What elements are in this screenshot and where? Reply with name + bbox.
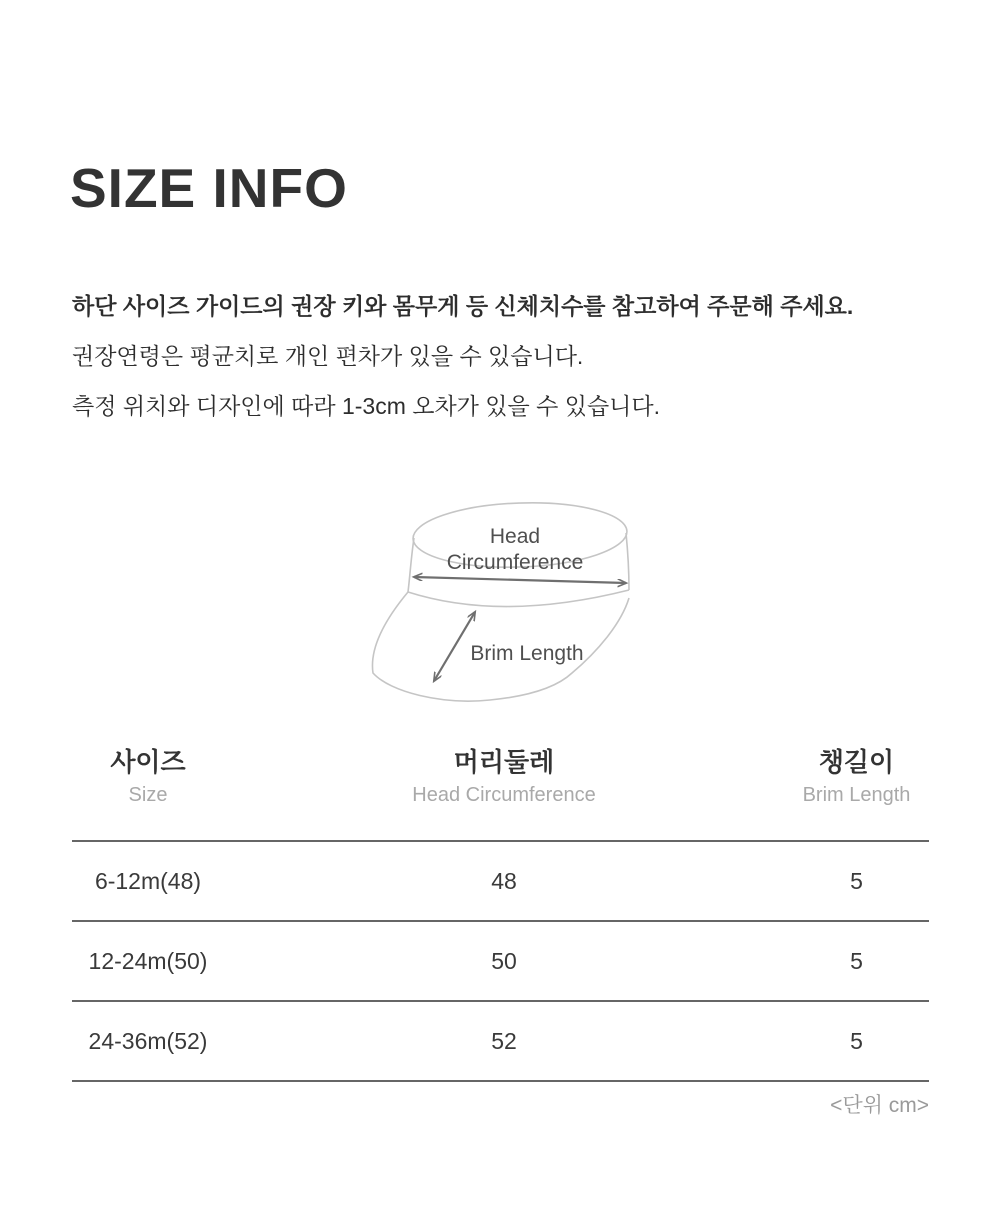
table-row (72, 921, 929, 1001)
cell-brim-length: 5 (784, 1001, 929, 1081)
description-line-3: 측정 위치와 디자인에 따라 1-3cm 오차가 있을 수 있습니다. (72, 393, 660, 419)
column-header-size-ko: 사이즈 (110, 747, 186, 777)
hat-band-left-edge (408, 538, 414, 592)
brim-length-arrow (434, 612, 475, 681)
head-circumference-arrow (414, 577, 626, 583)
table-row (72, 841, 929, 921)
cell-size: 12-24m(50) (72, 921, 224, 1001)
hat-band-bottom-arc (408, 590, 629, 607)
cell-head-circumference: 48 (224, 841, 784, 921)
description-line-1: 하단 사이즈 가이드의 권장 키와 몸무게 등 신체치수를 참고하여 주문해 주세요. (72, 293, 854, 319)
column-header-brim-length-en: Brim Length (802, 784, 911, 806)
description-line-2: 권장연령은 평균치로 개인 편차가 있을 수 있습니다. (72, 343, 584, 369)
cell-size: 24-36m(52) (72, 1001, 224, 1081)
column-header-size-en: Size (128, 784, 168, 806)
table-row (72, 1001, 929, 1081)
cell-head-circumference: 50 (224, 921, 784, 1001)
unit-note: <단위 cm> (830, 1094, 929, 1117)
cell-brim-length: 5 (784, 841, 929, 921)
cell-size: 6-12m(48) (72, 841, 224, 921)
head-circumference-label-line2: Circumference (446, 551, 584, 574)
cell-head-circumference: 52 (224, 1001, 784, 1081)
column-header-head-circumference-en: Head Circumference (412, 784, 596, 806)
hat-band-right-edge (626, 533, 629, 590)
size-guide-description (72, 281, 952, 431)
page-title: SIZE INFO (70, 157, 348, 219)
column-header-head-circumference (224, 745, 784, 841)
column-header-brim-length (784, 745, 929, 841)
cell-brim-length: 5 (784, 921, 929, 1001)
column-header-brim-length-ko: 챙길이 (818, 747, 895, 777)
column-header-size (72, 745, 224, 841)
brim-length-label: Brim Length (470, 642, 584, 665)
visor-hat-illustration (350, 488, 680, 718)
head-circumference-label-line1: Head (489, 525, 541, 548)
size-table-header (72, 745, 929, 841)
size-table (72, 745, 929, 1082)
visor-hat-measurement-diagram (350, 488, 680, 718)
column-header-head-circumference-ko: 머리둘레 (453, 747, 555, 777)
